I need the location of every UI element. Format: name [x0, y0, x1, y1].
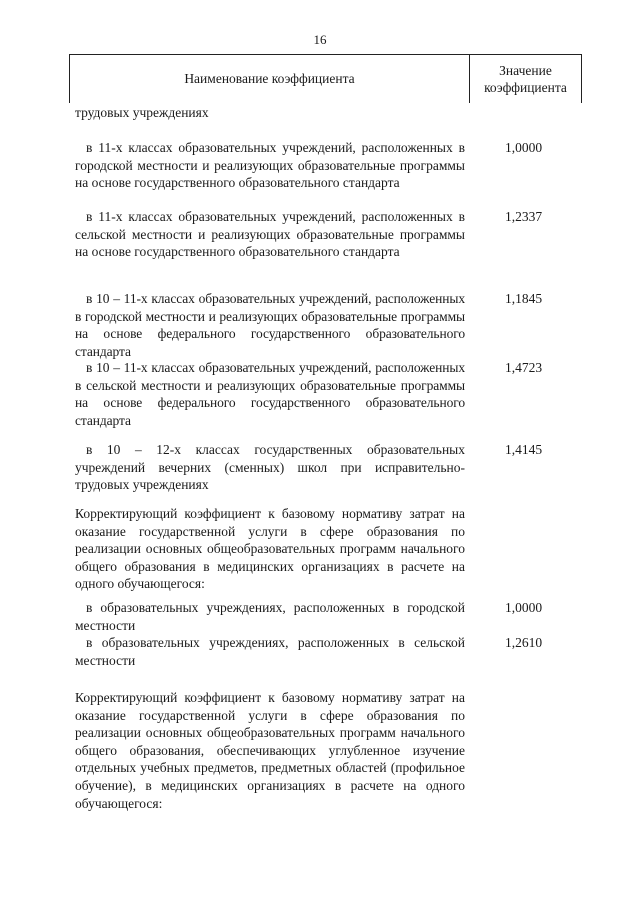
row-8-value: 1,2610	[505, 635, 543, 650]
row-1-value: 1,0000	[505, 140, 543, 155]
row-0-text: трудовых учреждениях	[75, 105, 209, 120]
row-2-value: 1,2337	[505, 209, 543, 224]
row-6-text: Корректирующий коэффициент к базовому нормативу затрат на оказание государственной услуги в сфере образования по реализации основных общеобразовательных программ начального общего образования в медицинских организациях в расчете на одного обучающегося:	[75, 506, 465, 592]
row-4-text: в 10 – 11-х классах образовательных учреждений, расположенных в сельской местности и реализующих образовательные программы на основе федерального государственного образовательного стандарта	[75, 360, 465, 428]
row-5-text: в 10 – 12-х классах государственных образовательных учреждений вечерних (сменных) школ при исправительно-трудовых учреждениях	[75, 442, 465, 493]
page-number: 16	[313, 32, 327, 47]
row-2-text: в 11-х классах образовательных учреждений, расположенных в сельской местности и реализующих образовательные программы на основе государственного образовательного стандарта	[75, 209, 465, 260]
header-value-column: Значение коэффициента	[484, 63, 567, 95]
row-7-value: 1,0000	[505, 600, 543, 615]
header-name-column: Наименование коэффициента	[70, 55, 470, 103]
row-3-value: 1,1845	[505, 291, 543, 306]
row-5-value: 1,4145	[505, 442, 543, 457]
row-7-text: в образовательных учреждениях, расположенных в городской местности	[75, 600, 465, 633]
row-3-text: в 10 – 11-х классах образовательных учреждений, расположенных в городской местности и реализующих образовательные программы на основе федерального государственного образовательного стандарта	[75, 291, 465, 359]
row-8-text: в образовательных учреждениях, расположенных в сельской местности	[75, 635, 465, 668]
row-4-value: 1,4723	[505, 360, 543, 375]
row-1-text: в 11-х классах образовательных учреждений, расположенных в городской местности и реализующих образовательные программы на основе государственного образовательного стандарта	[75, 140, 465, 191]
table-header	[69, 54, 582, 103]
row-9-text: Корректирующий коэффициент к базовому нормативу затрат на оказание государственной услуги в сфере образования по реализации основных общеобразовательных программ начального общего образования, обеспечивающих углубленное изучение отдельных учебных предметов, предметных областей (профильное обучение), в медицинских организациях в расчете на одного обучающегося:	[75, 690, 465, 811]
